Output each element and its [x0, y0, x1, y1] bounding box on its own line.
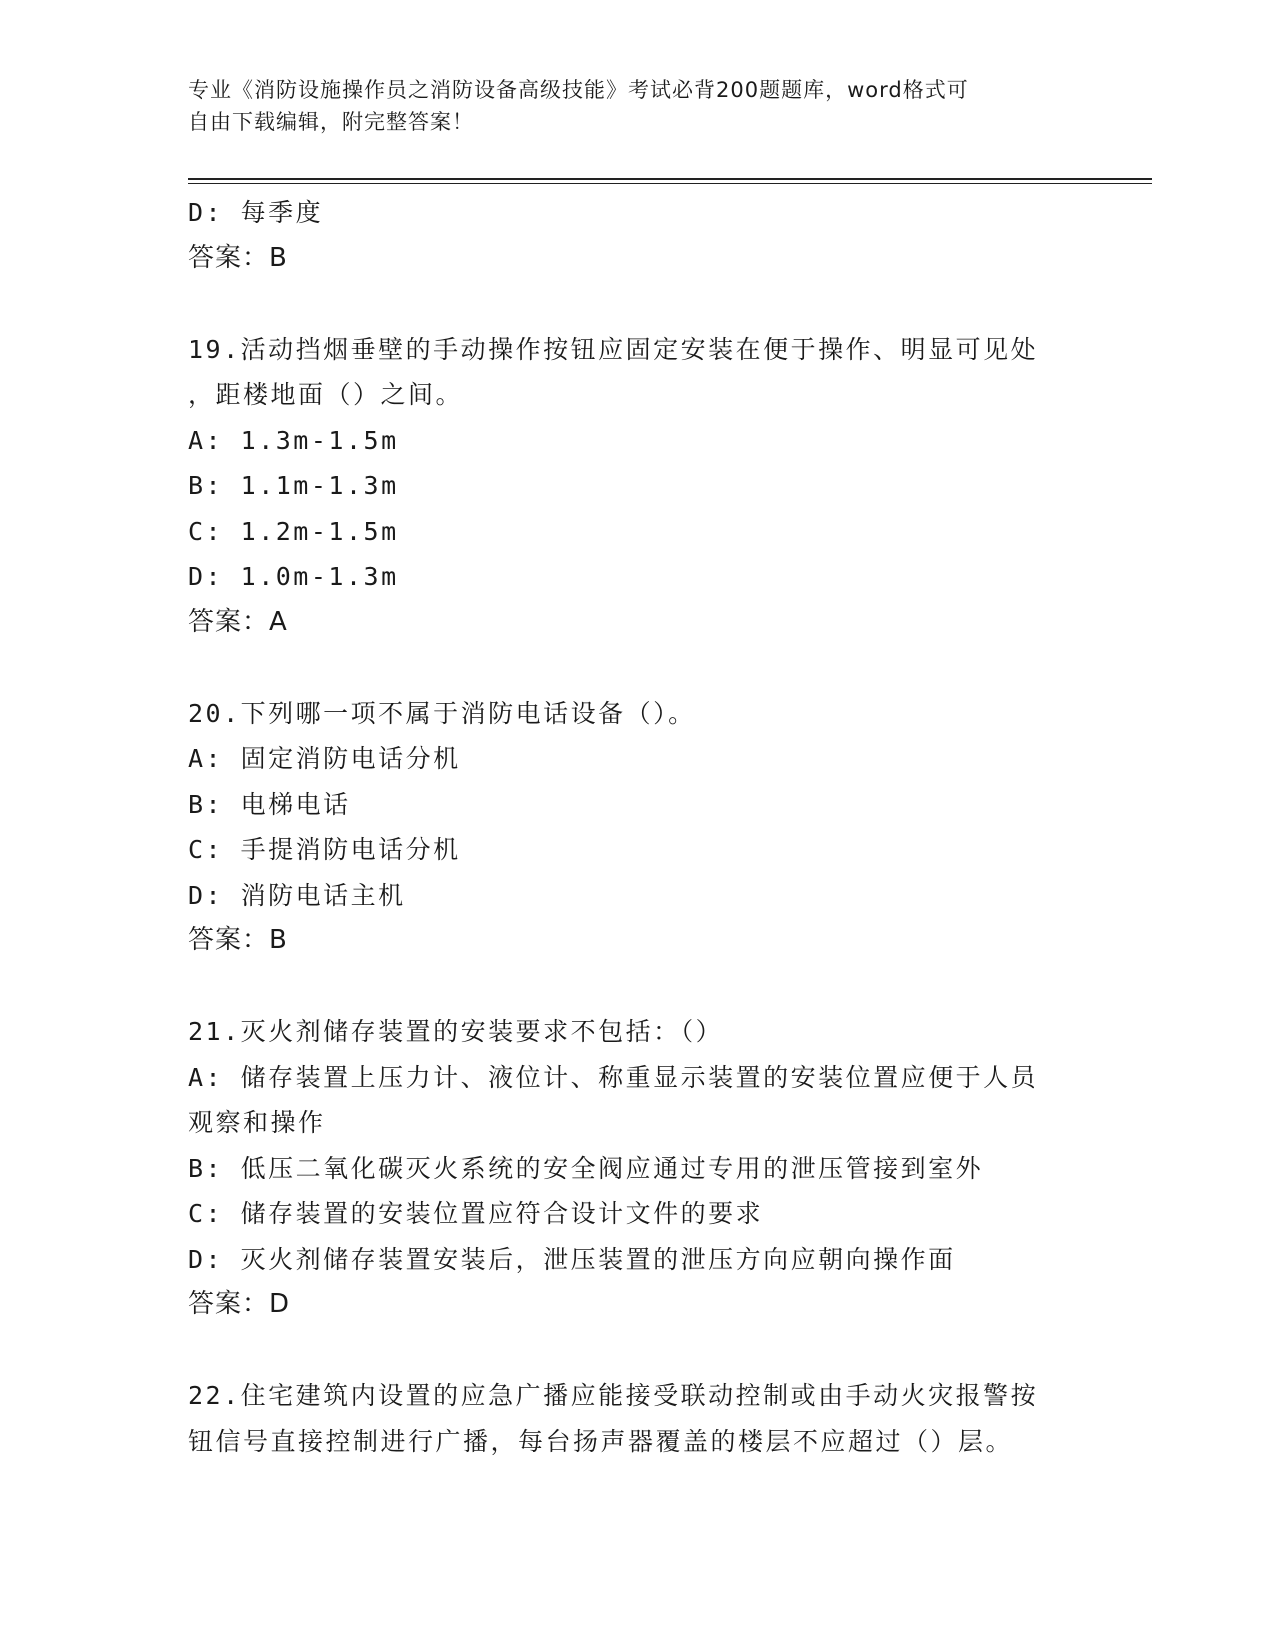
option-d: D: 灭火剂储存装置安装后，泄压装置的泄压方向应朝向操作面 [188, 1244, 956, 1274]
option-a: A: 储存装置上压力计、液位计、称重显示装置的安装位置应便于人员 [188, 1062, 1039, 1092]
question-text: 19.活动挡烟垂壁的手动操作按钮应固定安装在便于操作、明显可见处 [188, 334, 1039, 364]
option-b: B: 电梯电话 [188, 789, 351, 819]
header-rule-thick [188, 178, 1152, 180]
question-text: 22.住宅建筑内设置的应急广播应能接受联动控制或由手动火灾报警按 [188, 1381, 1039, 1410]
answer: 答案：B [188, 242, 288, 273]
question-content [188, 190, 1088, 1464]
option-d: D: 消防电话主机 [188, 880, 406, 910]
header-rule-thin [188, 183, 1152, 184]
option-a: A: 固定消防电话分机 [188, 744, 461, 773]
question-block-20 [188, 691, 1088, 964]
option-c: C: 储存装置的安装位置应符合设计文件的要求 [188, 1199, 764, 1228]
document-header [188, 74, 1088, 138]
answer: 答案：D [188, 1289, 291, 1319]
question-text-cont: 钮信号直接控制进行广播，每台扬声器覆盖的楼层不应超过（）层。 [188, 1426, 1014, 1456]
option-b: B: 1.1m-1.3m [188, 471, 399, 500]
question-text-cont: ，距楼地面（）之间。 [188, 380, 464, 409]
answer: 答案：A [188, 606, 288, 637]
header-line-1: 专业《消防设施操作员之消防设备高级技能》考试必背200题题库，word格式可 [188, 78, 969, 102]
option-c: C: 1.2m-1.5m [188, 516, 399, 546]
question-block-21 [188, 1009, 1088, 1328]
question-text: 21.灭火剂储存装置的安装要求不包括：（） [188, 1017, 724, 1046]
question-block-18-tail [188, 190, 1088, 281]
question-block-22 [188, 1373, 1088, 1464]
option-d: D: 1.0m-1.3m [188, 562, 399, 591]
option-d: D: 每季度 [188, 198, 324, 227]
question-text: 20.下列哪一项不属于消防电话设备（）。 [188, 698, 696, 728]
question-block-19 [188, 327, 1088, 646]
option-a-cont: 观察和操作 [188, 1108, 326, 1137]
option-c: C: 手提消防电话分机 [188, 835, 461, 864]
option-a: A: 1.3m-1.5m [188, 425, 399, 455]
header-line-2: 自由下载编辑，附完整答案！ [188, 110, 474, 134]
option-b: B: 低压二氧化碳灭火系统的安全阀应通过专用的泄压管接到室外 [188, 1153, 984, 1183]
answer: 答案：B [188, 925, 288, 955]
